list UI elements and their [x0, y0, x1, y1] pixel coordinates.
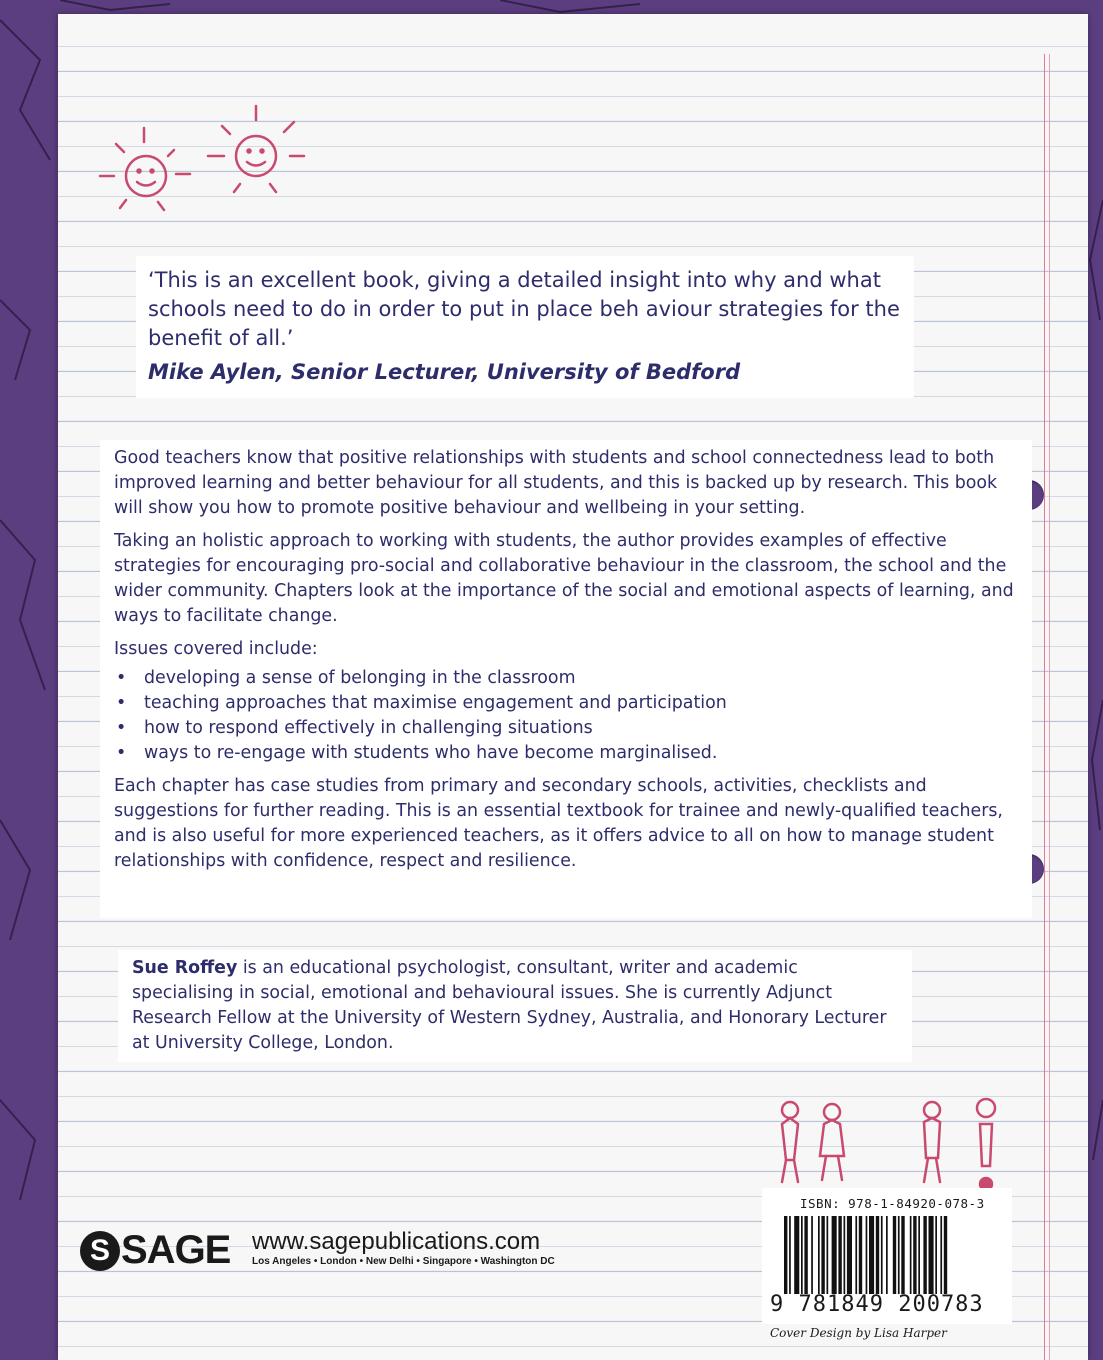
- quote-text: ‘This is an excellent book, giving a detailed insight into why and what schools need to do in order to put in place beh aviour strategies for the benefit of all.’: [148, 268, 900, 350]
- list-item: • how to respond effectively in challenging situations: [116, 718, 593, 738]
- list-item: • teaching approaches that maximise engagement and participation: [116, 693, 727, 713]
- margin-line: [1044, 54, 1045, 1360]
- kids-doodle-icon: [760, 1090, 1020, 1200]
- description-paragraph: Good teachers know that positive relationships with students and school connectedness lead to both improved learning and better behaviour for all students, and this is backed up by research. This book will show you how to promote positive behaviour and wellbeing in your setting.: [114, 448, 998, 518]
- issues-intro: Issues covered include:: [114, 639, 318, 659]
- barcode-panel: [762, 1188, 1012, 1324]
- sage-logo: [80, 1228, 230, 1273]
- review-quote: [136, 256, 914, 398]
- author-bio-text: is an educational psychologist, consultant, writer and academic specialising in social, emotional and behavioural issues. She is currently Adjunct Research Fellow at the University of Western Sydney, Australia, and Honorary Lecturer at University College, London.: [132, 958, 887, 1053]
- barcode-digits: 9 781849 200783: [770, 1292, 984, 1317]
- book-description: [100, 440, 1032, 918]
- description-paragraph: Each chapter has case studies from primary and secondary schools, activities, checklists and suggestions for further reading. This is an essential textbook for trainee and newly-qualified teachers, and is also useful for more experienced teachers, as it offers advice to all on how to manage student relationships with confidence, respect and resilience.: [114, 776, 1003, 871]
- issues-list: [114, 666, 1018, 766]
- sage-logo-text: SAGE: [121, 1228, 231, 1272]
- publisher-cities: Los Angeles • London • New Delhi • Singapore • Washington DC: [252, 1256, 555, 1267]
- sage-logo-icon: S: [80, 1231, 120, 1271]
- margin-line-secondary: [1049, 54, 1050, 1360]
- barcode-icon: [782, 1216, 996, 1294]
- author-bio: [118, 950, 912, 1062]
- list-item: • ways to re-engage with students who have become marginalised.: [116, 743, 718, 763]
- sun-doodles-icon: [94, 100, 314, 230]
- publisher-url: www.sagepublications.com: [252, 1228, 541, 1255]
- quote-author: Mike Aylen, Senior Lecturer, University of Bedford: [148, 360, 741, 384]
- author-name: Sue Roffey: [132, 958, 238, 978]
- cover-credit: Cover Design by Lisa Harper: [770, 1326, 947, 1340]
- description-paragraph: Taking an holistic approach to working with students, the author provides examples of effective strategies for encouraging pro-social and collaborative behaviour in the classroom, the school and the wider community. Chapters look at the importance of the social and emotional aspects of learning, and ways to facilitate change.: [114, 531, 1014, 626]
- list-item: • developing a sense of belonging in the classroom: [116, 668, 576, 688]
- publisher-info: [252, 1228, 555, 1268]
- isbn-label: ISBN: 978-1-84920-078-3: [800, 1196, 985, 1211]
